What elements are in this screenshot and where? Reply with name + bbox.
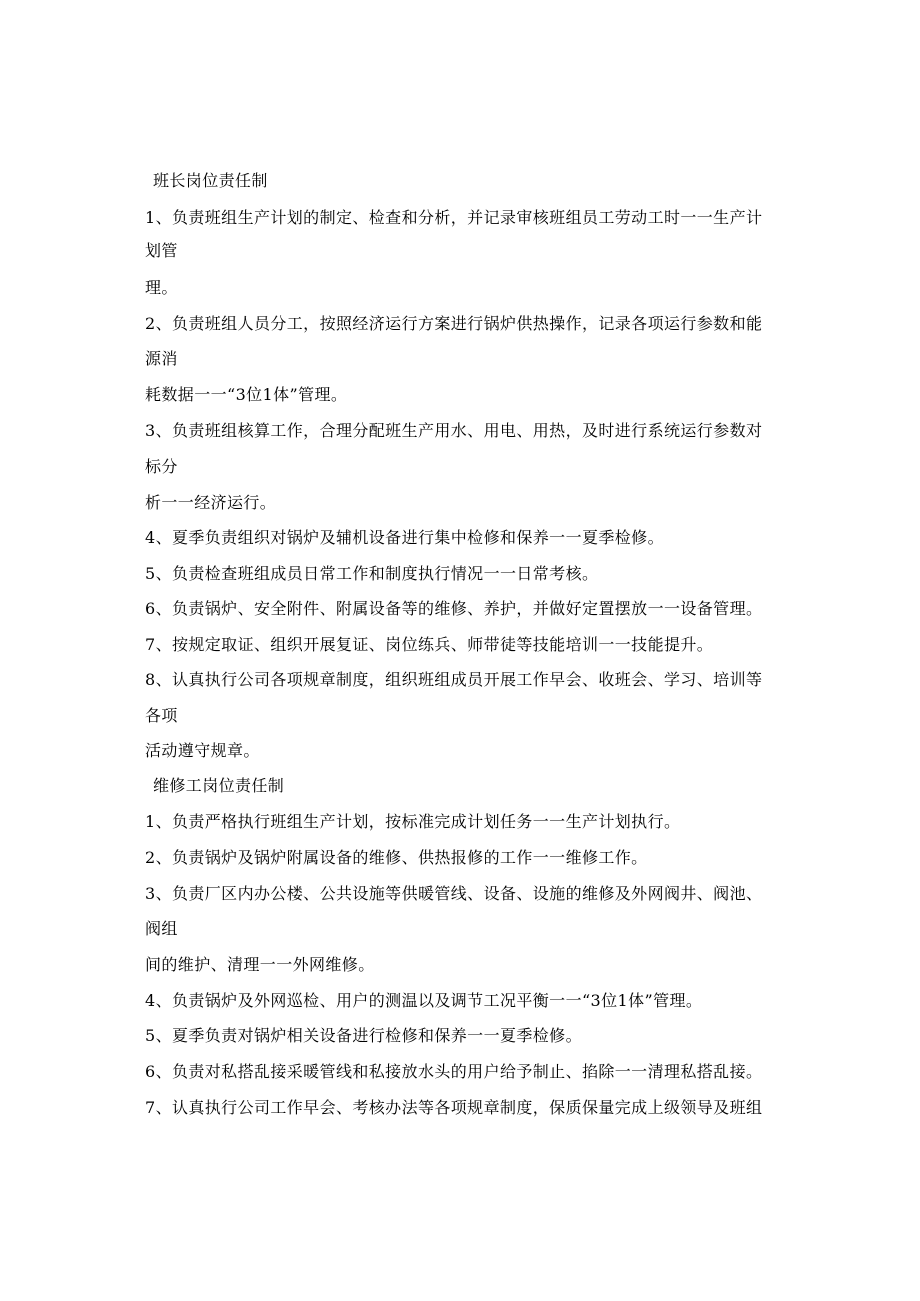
- paragraph-line: 源消: [145, 349, 178, 368]
- paragraph-line: 5、负责检查班组成员日常工作和制度执行情况一一日常考核。: [145, 564, 599, 583]
- paragraph-line: 划管: [145, 241, 178, 260]
- paragraph-line: 阀组: [145, 919, 178, 938]
- paragraph-line: 耗数据一一“3位1体”管理。: [145, 385, 348, 404]
- paragraph-line: 3、负责班组核算工作，合理分配班生产用水、用电、用热，及时进行系统运行参数对: [145, 421, 763, 440]
- paragraph-line: 7、认真执行公司工作早会、考核办法等各项规章制度，保质保量完成上级领导及班组: [145, 1098, 763, 1117]
- section-title-monitor: 班长岗位责任制: [153, 171, 268, 190]
- paragraph-line: 7、按规定取证、组织开展复证、岗位练兵、师带徒等技能培训一一技能提升。: [145, 635, 714, 654]
- paragraph-line: 4、负责锅炉及外网巡检、用户的测温以及调节工况平衡一一“3位1体”管理。: [145, 991, 703, 1010]
- paragraph-line: 6、负责对私搭乱接采暖管线和私接放水头的用户给予制止、掐除一一清理私搭乱接。: [145, 1062, 763, 1081]
- paragraph-line: 理。: [145, 278, 178, 297]
- paragraph-line: 2、负责班组人员分工，按照经济运行方案进行锅炉供热操作，记录各项运行参数和能: [145, 314, 763, 333]
- paragraph-line: 各项: [145, 706, 178, 725]
- paragraph-line: 5、夏季负责对锅炉相关设备进行检修和保养一一夏季检修。: [145, 1026, 582, 1045]
- paragraph-line: 析一一经济运行。: [145, 493, 277, 512]
- paragraph-line: 间的维护、清理一一外网维修。: [145, 955, 375, 974]
- paragraph-line: 2、负责锅炉及锅炉附属设备的维修、供热报修的工作一一维修工作。: [145, 848, 648, 867]
- paragraph-line: 活动遵守规章。: [145, 741, 260, 760]
- paragraph-line: 4、夏季负责组织对锅炉及辅机设备进行集中检修和保养一一夏季检修。: [145, 528, 664, 547]
- paragraph-line: 8、认真执行公司各项规章制度，组织班组成员开展工作早会、收班会、学习、培训等: [145, 670, 763, 689]
- paragraph-line: 3、负责厂区内办公楼、公共设施等供暖管线、设备、设施的维修及外网阀井、阀池、: [145, 884, 763, 903]
- paragraph-line: 1、负责班组生产计划的制定、检查和分析，并记录审核班组员工劳动工时一一生产计: [145, 208, 763, 227]
- section-title-maintenance: 维修工岗位责任制: [153, 776, 285, 795]
- paragraph-line: 6、负责锅炉、安全附件、附属设备等的维修、养护，并做好定置摆放一一设备管理。: [145, 599, 763, 618]
- paragraph-line: 1、负责严格执行班组生产计划，按标准完成计划任务一一生产计划执行。: [145, 812, 681, 831]
- paragraph-line: 标分: [145, 457, 178, 476]
